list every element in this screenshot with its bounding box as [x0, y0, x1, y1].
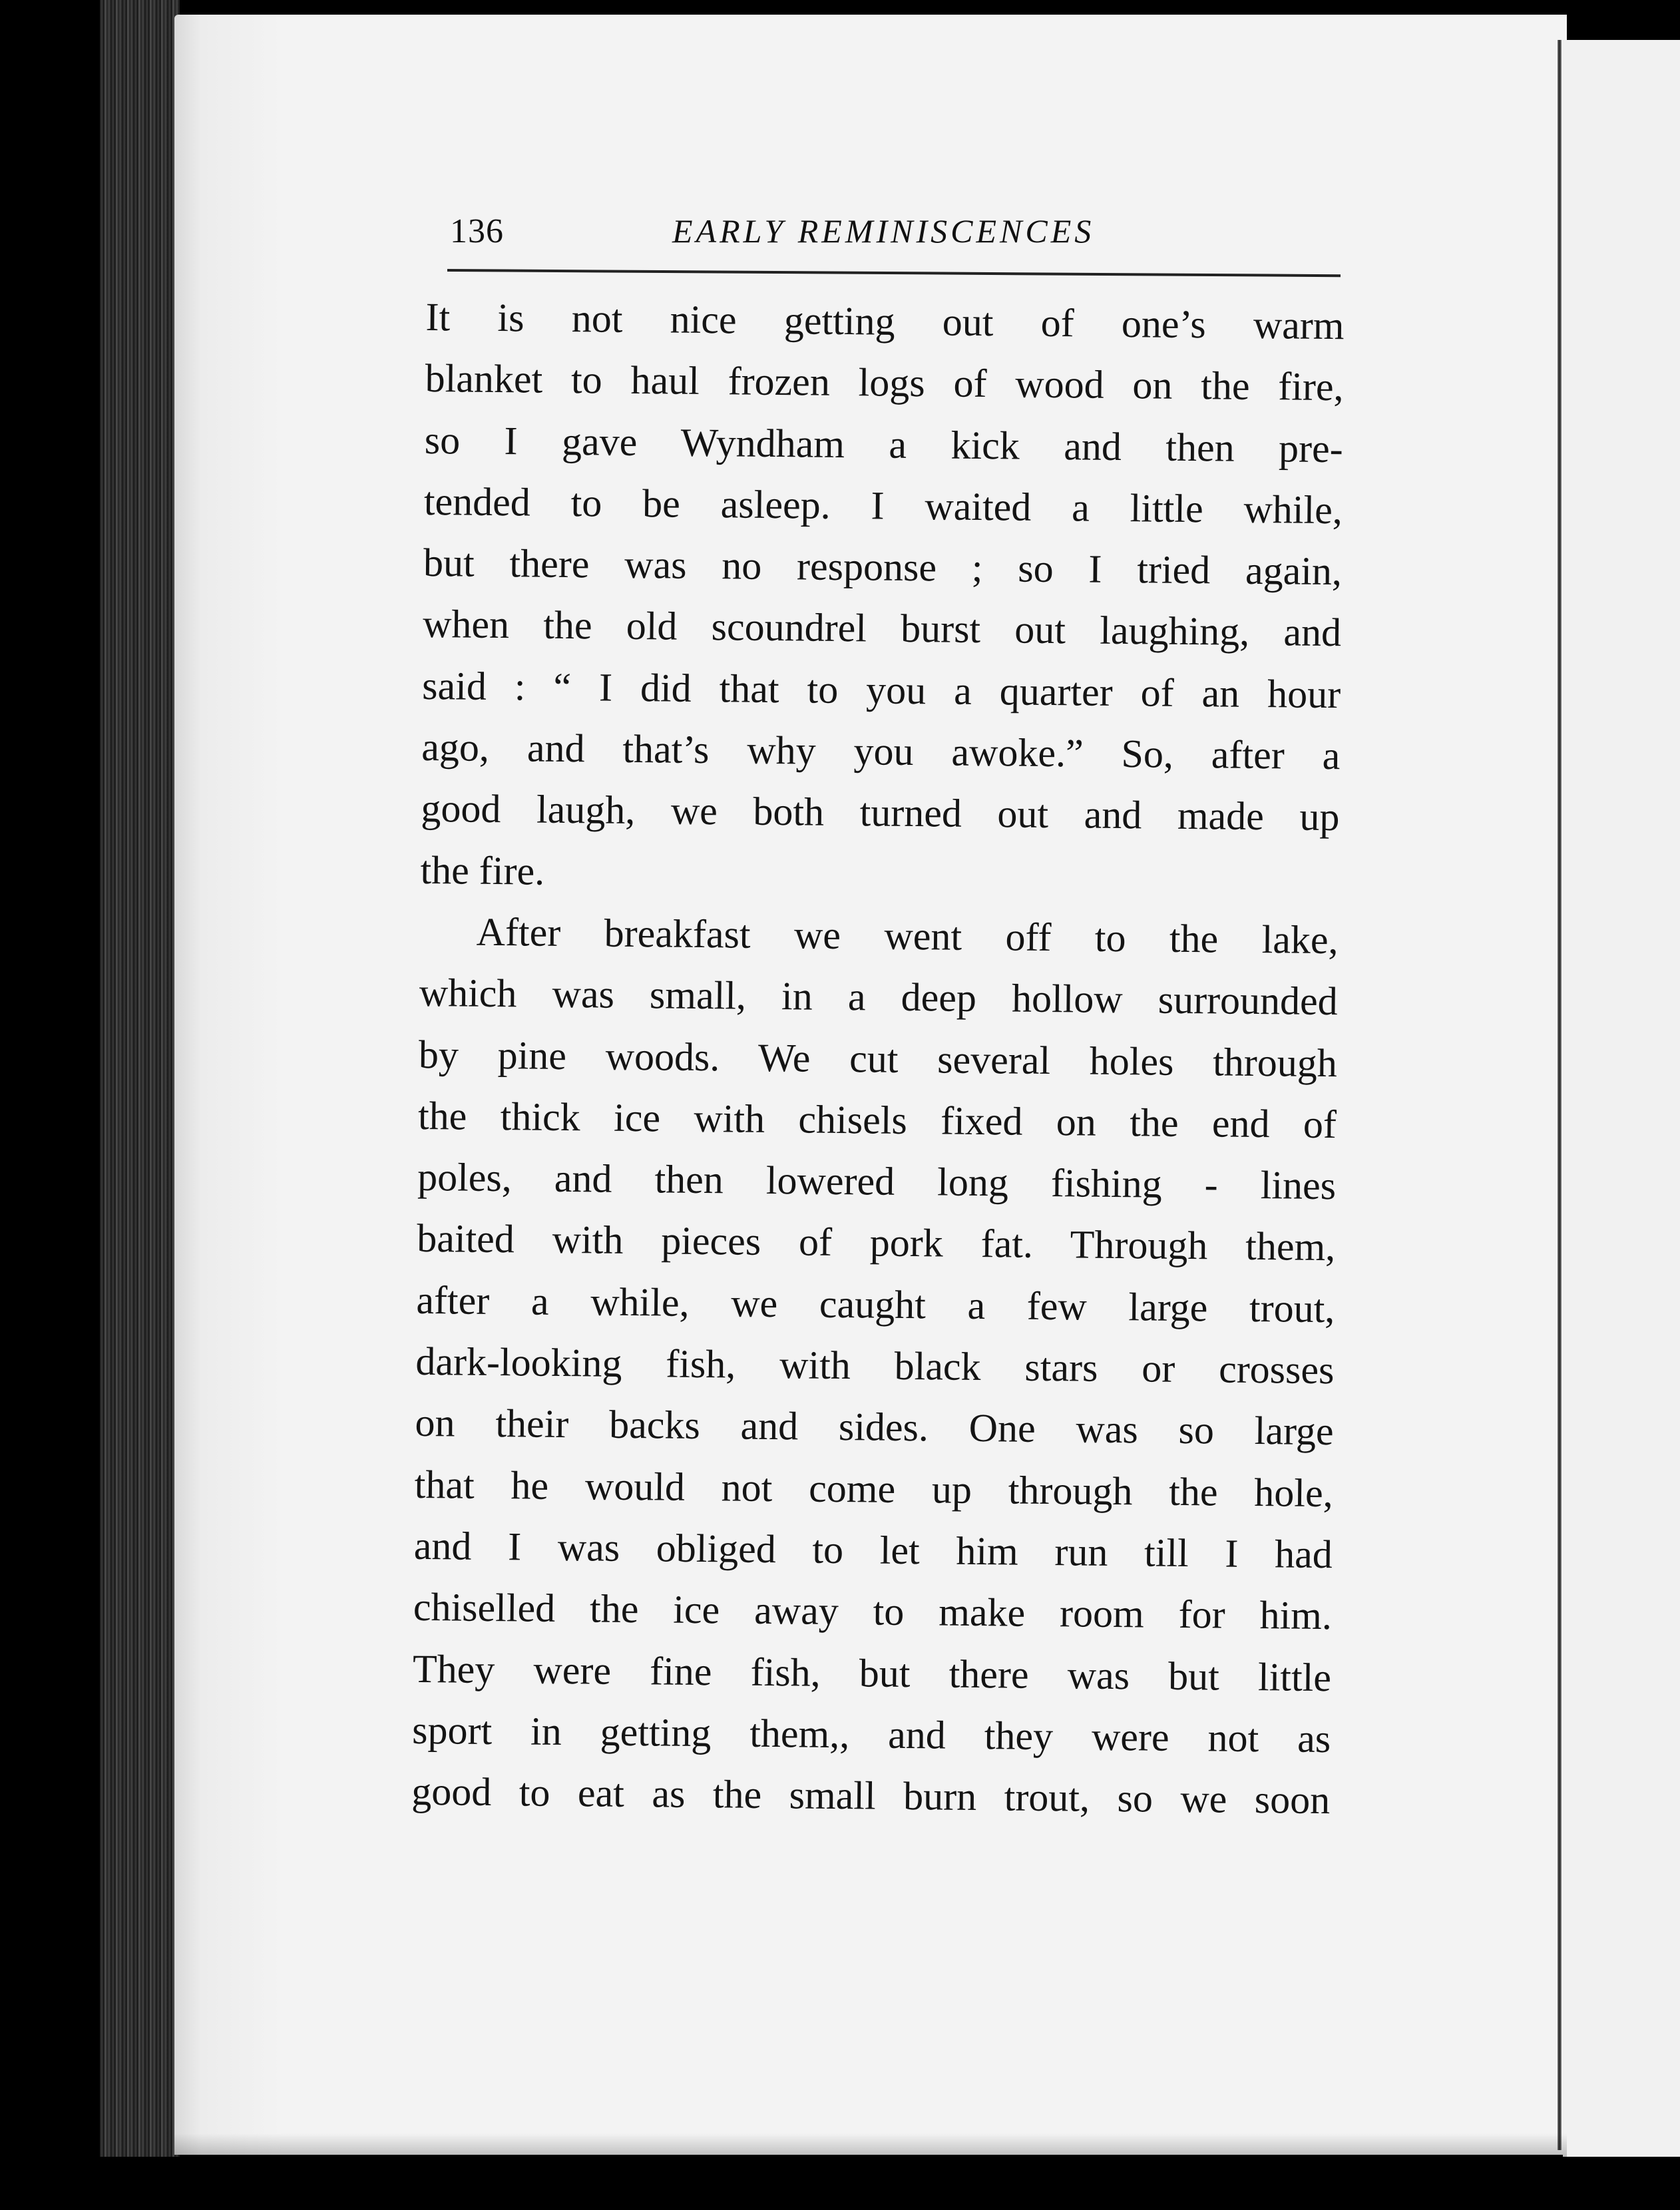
text-line: when the old scoundrel burst out laughing, and — [422, 602, 1342, 655]
text-line: after a while, we caught a few large trout, — [416, 1277, 1335, 1331]
text-line: tended to be asleep. I waited a little while, — [423, 479, 1343, 533]
facing-page-edge — [1563, 40, 1680, 2157]
text-line: dark-looking fish, with black stars or crosses — [415, 1339, 1335, 1393]
body-text — [411, 286, 1345, 1831]
text-line: that he would not come up through the hole, — [414, 1462, 1333, 1515]
text-line: but there was no response ; so I tried again, — [423, 541, 1343, 594]
running-title: EARLY REMINISCENCES — [672, 212, 1095, 250]
text-line: chiselled the ice away to make room for him. — [413, 1585, 1333, 1638]
text-line: by pine woods. We cut several holes through — [418, 1032, 1338, 1085]
text-line: and I was obliged to let him run till I had — [413, 1523, 1333, 1577]
text-line: They were fine fish, but there was but little — [412, 1646, 1332, 1699]
text-line: baited with pieces of pork fat. Through them, — [416, 1216, 1336, 1269]
text-line: blanket to haul frozen logs of wood on the fire, — [425, 356, 1344, 409]
page-fore-edge — [100, 0, 180, 2157]
text-line: said : “ I did that to you a quarter of an hour — [421, 663, 1341, 716]
text-line: on their backs and sides. One was so large — [415, 1401, 1334, 1454]
text-line: good laugh, we both turned out and made up — [421, 786, 1340, 839]
page-bottom-shadow — [174, 2133, 1567, 2160]
text-line: sport in getting them,, and they were not as — [411, 1707, 1331, 1761]
text-line: so I gave Wyndham a kick and then pre- — [424, 417, 1344, 471]
text-line: the thick ice with chisels fixed on the end of — [417, 1093, 1337, 1147]
text-line: After breakfast we went off to the lake, — [476, 909, 1339, 963]
page-number: 136 — [450, 212, 504, 250]
text-line: the fire. — [420, 847, 545, 893]
text-line: ago, and that’s why you awoke.” So, after a — [421, 725, 1341, 778]
text-line: It is not nice getting out of one’s warm — [425, 294, 1345, 348]
text-line: poles, and then lowered long fishing - lines — [417, 1155, 1337, 1208]
text-line: good to eat as the small burn trout, so we soon — [411, 1769, 1331, 1823]
text-line: which was small, in a deep hollow surrounded — [419, 971, 1339, 1024]
book-gutter — [1558, 40, 1562, 2150]
